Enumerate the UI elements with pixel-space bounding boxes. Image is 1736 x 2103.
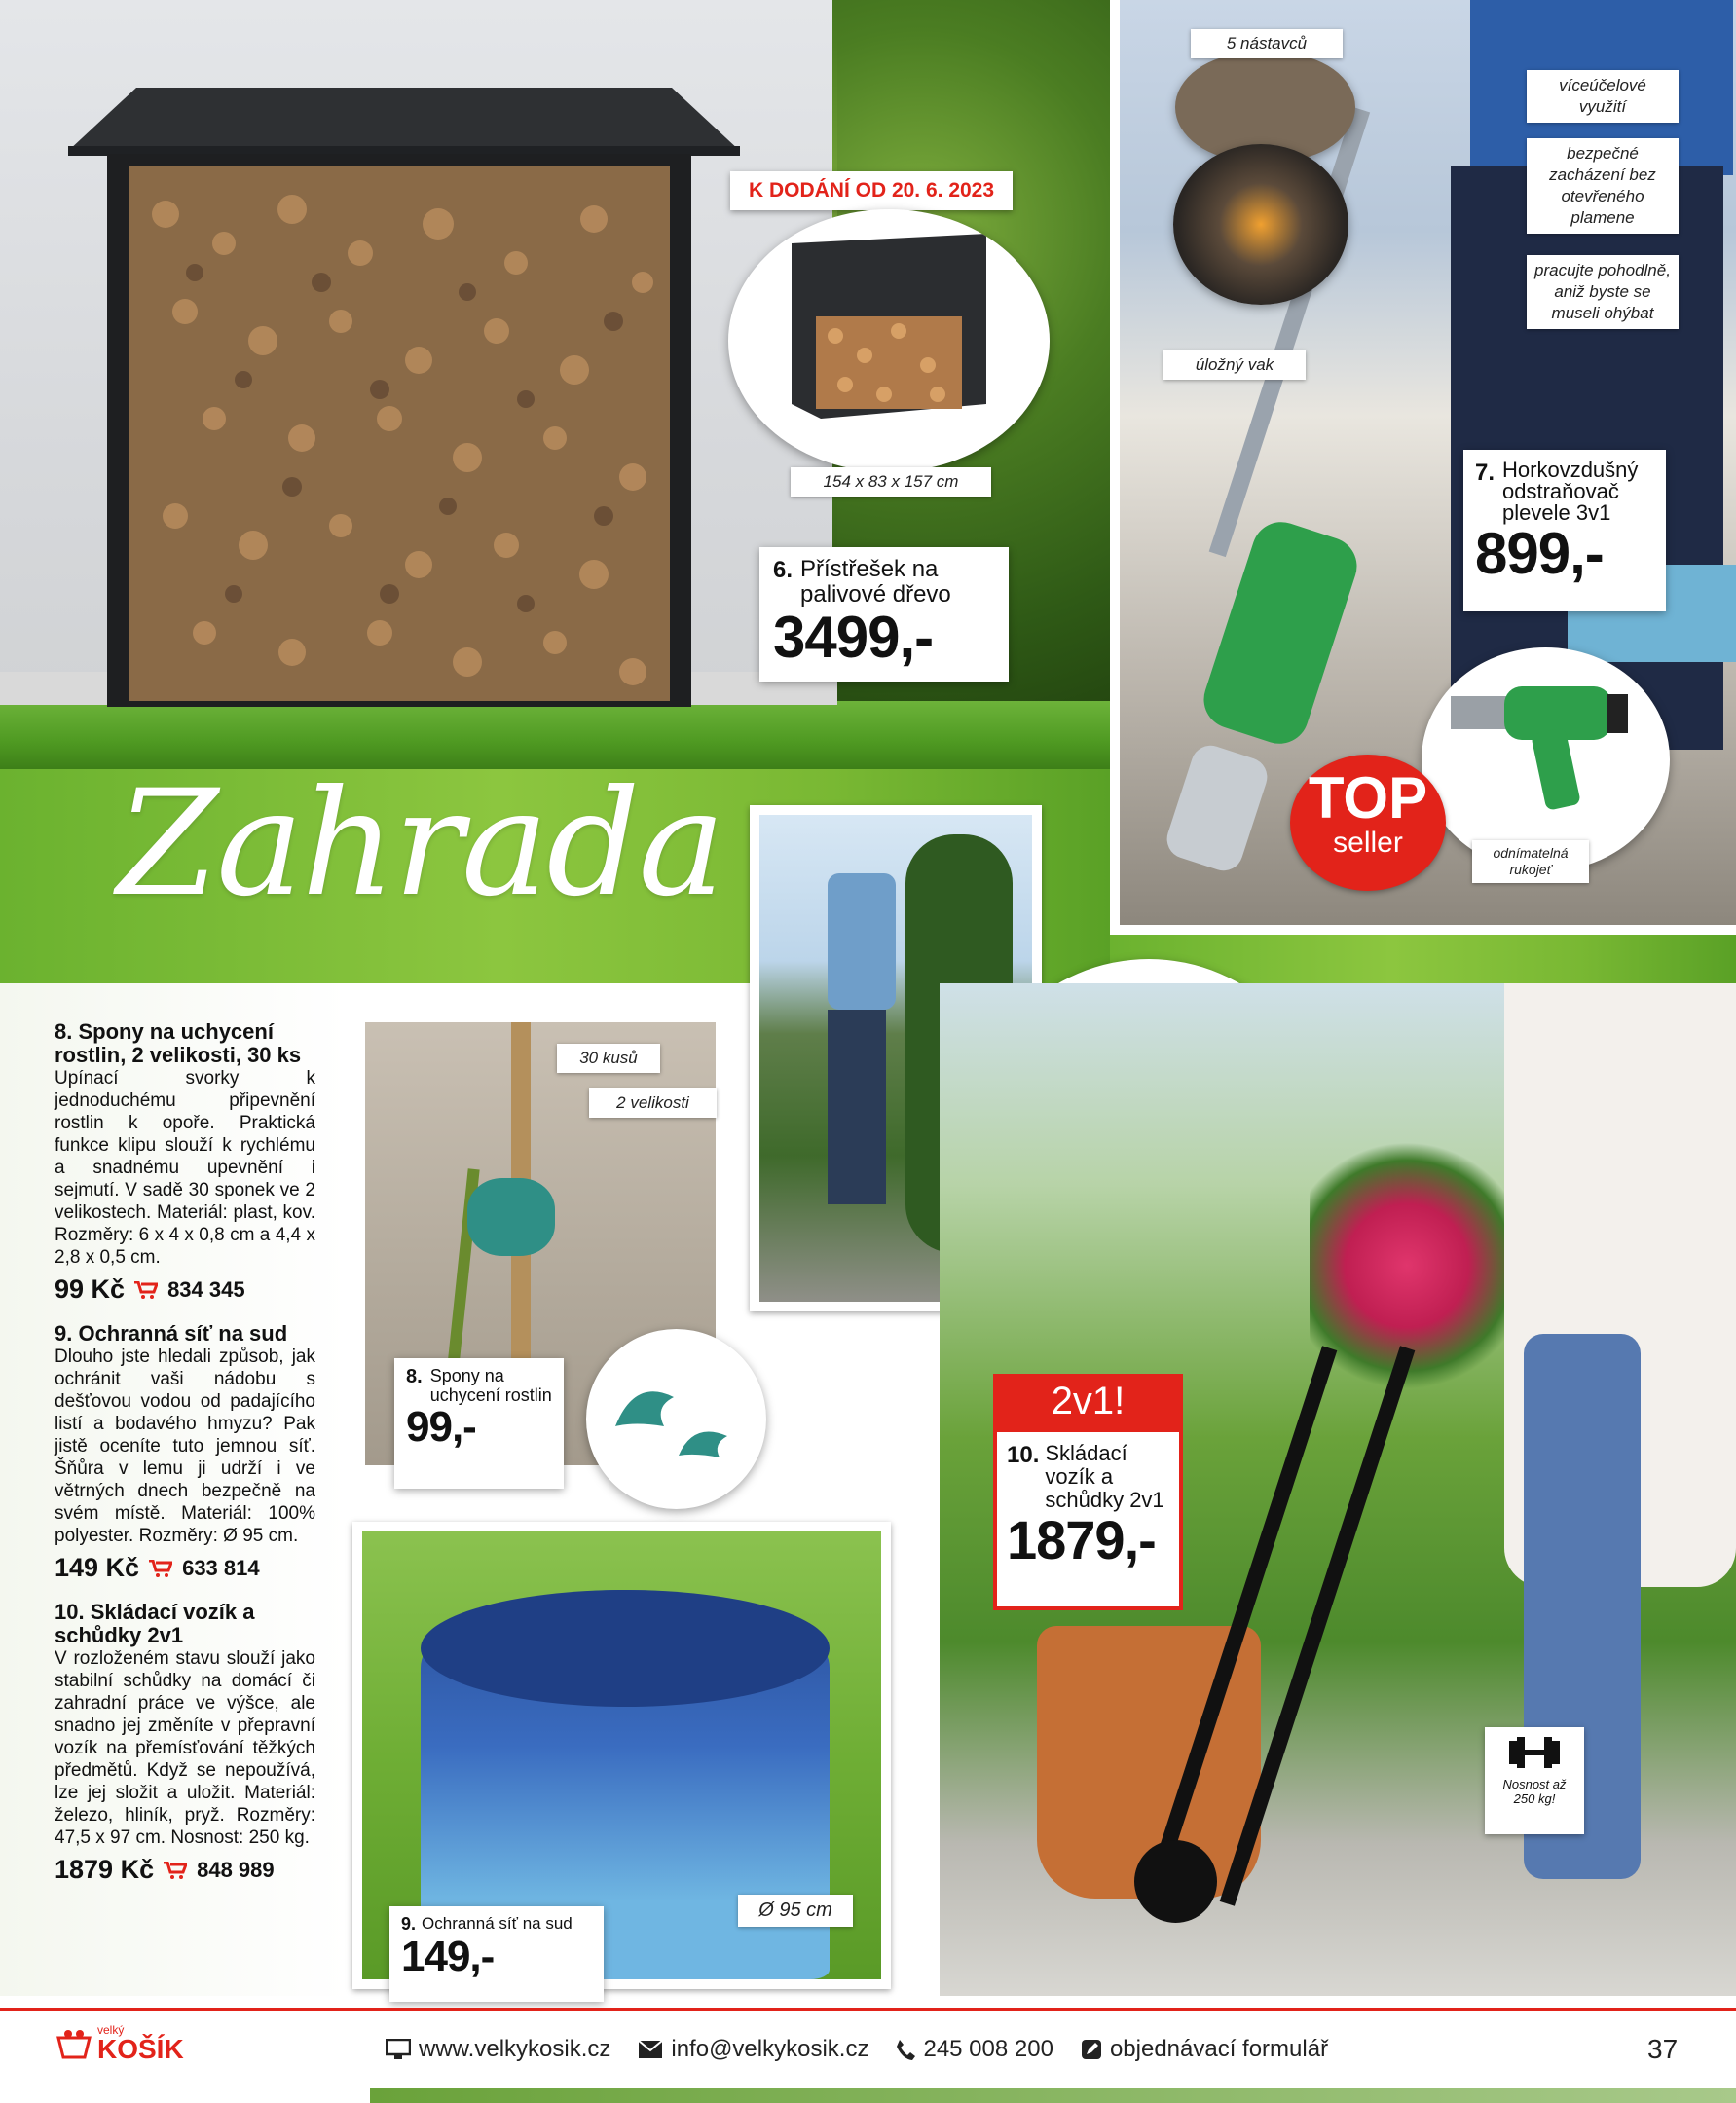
price-9: 149,- — [401, 1933, 495, 1980]
heat-gun-icon — [1422, 647, 1670, 871]
logo[interactable]: velký KOŠÍK — [55, 2024, 184, 2063]
order-code-10: 848 989 — [197, 1857, 275, 1882]
clips-sizes-tag: 2 velikosti — [589, 1088, 717, 1118]
price-box-6: 6. Přístřešek na palivové dřevo 3499,- — [759, 547, 1009, 682]
cart-icon — [164, 1862, 187, 1879]
edit-form-icon — [1081, 2039, 1102, 2060]
price-text-10: 1879 Kč — [55, 1855, 155, 1884]
feature-safe: bezpečné zacházení bez otevřeného plamene — [1527, 138, 1679, 234]
price-text-8: 99 Kč — [55, 1274, 126, 1304]
price-box-7: 7. Horkovzdušný odstraňovač plevele 3v1 899,- — [1463, 450, 1666, 611]
price-10: 1879,- — [1007, 1509, 1156, 1570]
diameter-tag: Ø 95 cm — [738, 1895, 853, 1927]
clips-count-tag: 30 kusů — [557, 1044, 660, 1073]
cart-icon — [134, 1281, 158, 1299]
description-10: 10. Skládací vozík a schůdky 2v1 V rozloženém stavu slouží jako stabilní schůdky na domácí či zahradní práce ve výšce, ale snadno jej změníte v přepravní vozík na přemísťování těžkých předmětů. Když se nepoužívá, lze jej složit a uložit. Materiál: železo, hliník, pryž. Rozměry: 47,5 x 97 cm. Nosnost: 250 kg. 1879 Kč 848 989 — [55, 1600, 315, 1884]
dimensions-tag: 154 x 83 x 157 cm — [791, 467, 991, 497]
section-title: Zahrada — [117, 759, 723, 929]
order-code-9: 633 814 — [182, 1555, 260, 1580]
order-code-8: 834 345 — [167, 1276, 245, 1302]
footer-bottom-strip — [370, 2088, 1736, 2103]
order-form-link[interactable]: objednávací formulář — [1081, 2036, 1328, 2063]
woodshed-inset-image — [728, 209, 1050, 472]
storage-bag-tag: úložný vak — [1163, 350, 1306, 380]
description-9: 9. Ochranná síť na sud Dlouho jste hledali způsob, jak ochránit vaši nádobu s dešťovou vodou od padajícího listí a bodavého hmyzu? Pak jistě oceníte tuto jemnou síť. Šňůra v lemu ji udrží i ve větrných dnech bezpečně na svém místě. Materiál: 100% polyester. Rozměry: Ø 95 cm. 149 Kč 633 814 — [55, 1321, 315, 1582]
basket-logo-icon — [55, 2024, 93, 2063]
feature-multipurpose: víceúčelové využití — [1527, 70, 1679, 123]
price-text-9: 149 Kč — [55, 1553, 140, 1582]
dumbbell-icon — [1505, 1733, 1564, 1772]
clip-icon — [586, 1329, 766, 1509]
feature-comfort: pracujte pohodlně, aniž byste se museli ohýbat — [1527, 255, 1679, 329]
description-column — [55, 1020, 315, 1885]
price-8: 99,- — [406, 1403, 476, 1451]
email-link[interactable]: info@velkykosik.cz — [638, 2036, 868, 2063]
price-box-9: 9. Ochranná síť na sud 149,- — [389, 1906, 604, 2002]
delivery-banner: K DODÁNÍ OD 20. 6. 2023 — [730, 171, 1013, 210]
monitor-icon — [386, 2039, 411, 2060]
woodshed-illustration — [68, 88, 740, 720]
attachments-tag: 5 nástavců — [1191, 29, 1343, 58]
capacity-badge: Nosnost až 250 kg! — [1485, 1727, 1584, 1834]
phone-icon — [896, 2039, 915, 2060]
woodshed-inset-circle — [728, 209, 1050, 472]
grill-inset-circle — [1173, 144, 1348, 305]
envelope-icon — [638, 2040, 663, 2059]
clips-inset-circle — [586, 1329, 766, 1509]
two-in-one-badge: 2v1! — [993, 1374, 1183, 1428]
price-box-8: 8. Spony na uchycení rostlin 99,- — [394, 1358, 564, 1489]
heat-gun-inset-circle — [1422, 647, 1670, 871]
price-6: 3499,- — [773, 605, 934, 670]
price-box-10: 10. Skládací vozík a schůdky 2v1 1879,- — [993, 1428, 1183, 1610]
price-7: 899,- — [1475, 521, 1604, 586]
top-seller-badge: TOP seller — [1290, 755, 1446, 891]
website-link[interactable]: www.velkykosik.cz — [386, 2036, 610, 2063]
detachable-handle-tag: odnímatelná rukojeť — [1472, 840, 1589, 883]
cart-icon — [149, 1560, 172, 1577]
phone-link[interactable]: 245 008 200 — [896, 2036, 1053, 2063]
page-number: 37 — [1647, 2034, 1679, 2064]
description-8: 8. Spony na uchycení rostlin, 2 velikosti, 30 ks Upínací svorky k jednoduchému připevnění rostlin k opoře. Praktická funkce klipu slouží k rychlému a snadnému upevnění i sejmutí. V sadě 30 sponek ve 2 velikostech. Materiál: plast, kov. Rozměry: 6 x 4 x 0,8 cm a 4,4 x 2,8 x 0,5 cm. 99 Kč 834 345 — [55, 1019, 315, 1304]
